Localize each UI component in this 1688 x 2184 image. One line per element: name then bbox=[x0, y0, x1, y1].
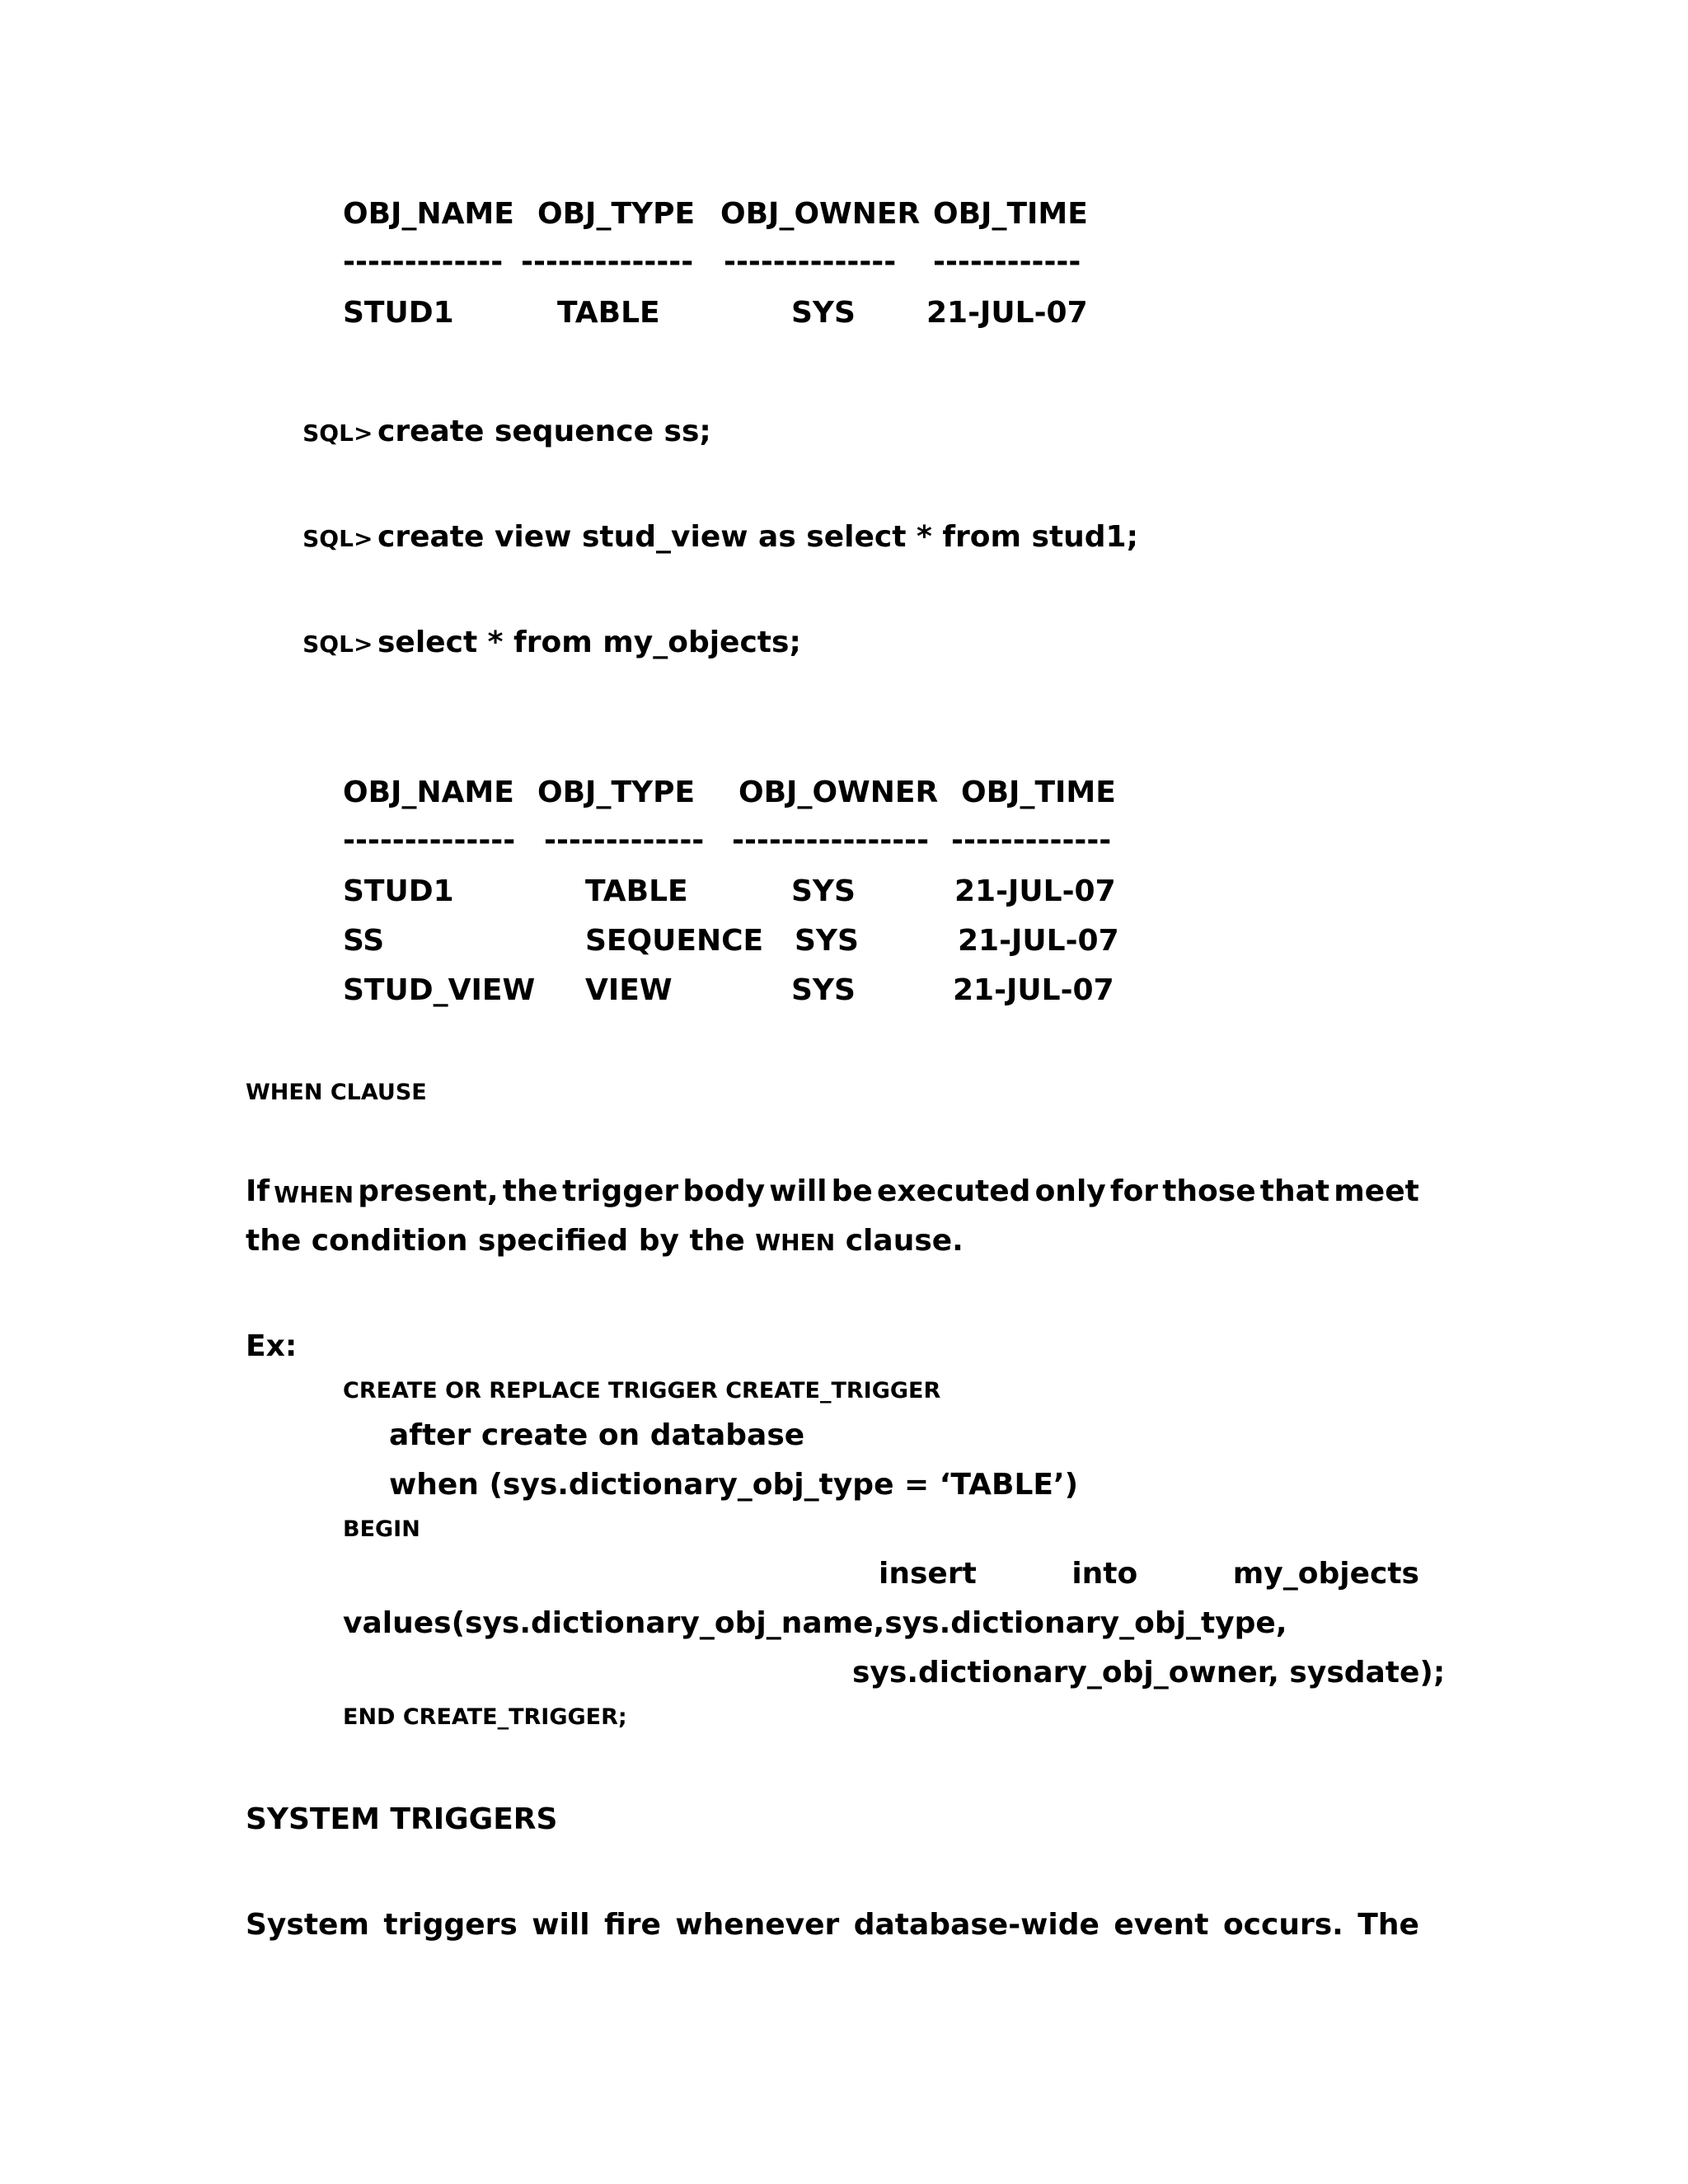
keyword-when: WHEN bbox=[755, 1229, 836, 1256]
sql-line-3 bbox=[293, 615, 801, 658]
word: trigger bbox=[562, 1174, 679, 1208]
word: occurs. bbox=[1222, 1908, 1343, 1942]
table1-header-obj-type: OBJ_TYPE bbox=[537, 197, 696, 231]
when-clause-heading: WHEN CLAUSE bbox=[246, 1080, 427, 1105]
code-line-create-trigger: CREATE OR REPLACE TRIGGER CREATE_TRIGGER bbox=[343, 1378, 941, 1404]
table1-dash: ------------ bbox=[933, 245, 1081, 279]
word: into bbox=[1071, 1557, 1138, 1591]
word: present, bbox=[358, 1174, 499, 1208]
sql-prompt: SQL> bbox=[302, 525, 373, 552]
word: fire bbox=[604, 1908, 661, 1942]
table2-dash: ---------------- bbox=[732, 823, 930, 857]
code-line-values: values(sys.dictionary_obj_name,sys.dictionary_obj_type, bbox=[343, 1606, 1287, 1640]
word: The bbox=[1357, 1908, 1419, 1942]
table2-cell: SYS bbox=[795, 924, 859, 958]
table2-header-obj-owner: OBJ_OWNER bbox=[738, 776, 939, 809]
table1-header-obj-name: OBJ_NAME bbox=[343, 197, 514, 231]
word: will bbox=[532, 1908, 590, 1942]
table2-cell: SS bbox=[343, 924, 385, 958]
word: the bbox=[502, 1174, 558, 1208]
word: meet bbox=[1334, 1174, 1419, 1208]
sql-line-1 bbox=[293, 404, 711, 447]
code-line-owner-sysdate: sys.dictionary_obj_owner, sysdate); bbox=[852, 1656, 1446, 1690]
table1-cell: TABLE bbox=[557, 296, 660, 330]
table1-cell: 21-JUL-07 bbox=[926, 296, 1088, 330]
code-line-begin: BEGIN bbox=[343, 1516, 420, 1542]
table2-dash: -------------- bbox=[343, 823, 516, 857]
keyword-when: WHEN bbox=[274, 1181, 354, 1208]
table2-dash: ------------- bbox=[951, 823, 1112, 857]
when-clause-paragraph-line-1 bbox=[246, 1174, 1419, 1208]
word: database-wide bbox=[853, 1908, 1100, 1942]
table2-cell: VIEW bbox=[585, 973, 673, 1007]
text-run: clause. bbox=[835, 1224, 964, 1258]
word: body bbox=[682, 1174, 766, 1208]
word: my_objects bbox=[1232, 1557, 1419, 1591]
sql-prompt: SQL> bbox=[302, 419, 373, 447]
word: that bbox=[1259, 1174, 1330, 1208]
table2-cell: SEQUENCE bbox=[585, 924, 764, 958]
word: insert bbox=[879, 1557, 977, 1591]
table2-cell: TABLE bbox=[585, 874, 688, 908]
word: executed bbox=[877, 1174, 1031, 1208]
table1-header-obj-time: OBJ_TIME bbox=[933, 197, 1088, 231]
word: If bbox=[246, 1174, 270, 1208]
sql-line-2 bbox=[293, 509, 1138, 552]
word: whenever bbox=[675, 1908, 840, 1942]
word: will bbox=[769, 1174, 828, 1208]
table1-cell: STUD1 bbox=[343, 296, 454, 330]
word: event bbox=[1114, 1908, 1209, 1942]
word: triggers bbox=[383, 1908, 518, 1942]
when-clause-paragraph-line-2 bbox=[246, 1226, 964, 1256]
table2-cell: STUD_VIEW bbox=[343, 973, 536, 1007]
table2-dash: ------------- bbox=[544, 823, 705, 857]
table2-cell: STUD1 bbox=[343, 874, 454, 908]
code-line-after-create: after create on database bbox=[389, 1418, 805, 1452]
code-line-insert bbox=[879, 1559, 1419, 1589]
table2-header-obj-type: OBJ_TYPE bbox=[537, 776, 696, 809]
system-triggers-paragraph-line-1 bbox=[246, 1910, 1419, 1940]
table2-cell: 21-JUL-07 bbox=[954, 874, 1116, 908]
table2-cell: SYS bbox=[791, 874, 856, 908]
text-run: the condition specified by the bbox=[246, 1224, 756, 1258]
table1-dash: -------------- bbox=[724, 245, 897, 279]
sql-prompt: SQL> bbox=[302, 630, 373, 658]
example-label: Ex: bbox=[246, 1329, 298, 1363]
table2-header-obj-time: OBJ_TIME bbox=[961, 776, 1116, 809]
system-triggers-heading: SYSTEM TRIGGERS bbox=[246, 1802, 558, 1836]
code-line-end: END CREATE_TRIGGER; bbox=[343, 1704, 627, 1730]
code-line-when: when (sys.dictionary_obj_type = ‘TABLE’) bbox=[389, 1468, 1079, 1502]
word: be bbox=[831, 1174, 873, 1208]
table1-dash: -------------- bbox=[521, 245, 694, 279]
table1-cell: SYS bbox=[791, 296, 856, 330]
table1-dash: ------------- bbox=[343, 245, 504, 279]
word: those bbox=[1162, 1174, 1256, 1208]
sql-command: create sequence ss; bbox=[377, 415, 711, 448]
word: for bbox=[1109, 1174, 1159, 1208]
table2-cell: SYS bbox=[791, 973, 856, 1007]
table1-header-obj-owner: OBJ_OWNER bbox=[720, 197, 921, 231]
table2-cell: 21-JUL-07 bbox=[958, 924, 1119, 958]
word: only bbox=[1034, 1174, 1106, 1208]
sql-command: create view stud_view as select * from stud1; bbox=[377, 520, 1138, 554]
table2-header-obj-name: OBJ_NAME bbox=[343, 776, 514, 809]
sql-command: select * from my_objects; bbox=[377, 626, 801, 659]
word: System bbox=[246, 1908, 369, 1942]
table2-cell: 21-JUL-07 bbox=[953, 973, 1114, 1007]
